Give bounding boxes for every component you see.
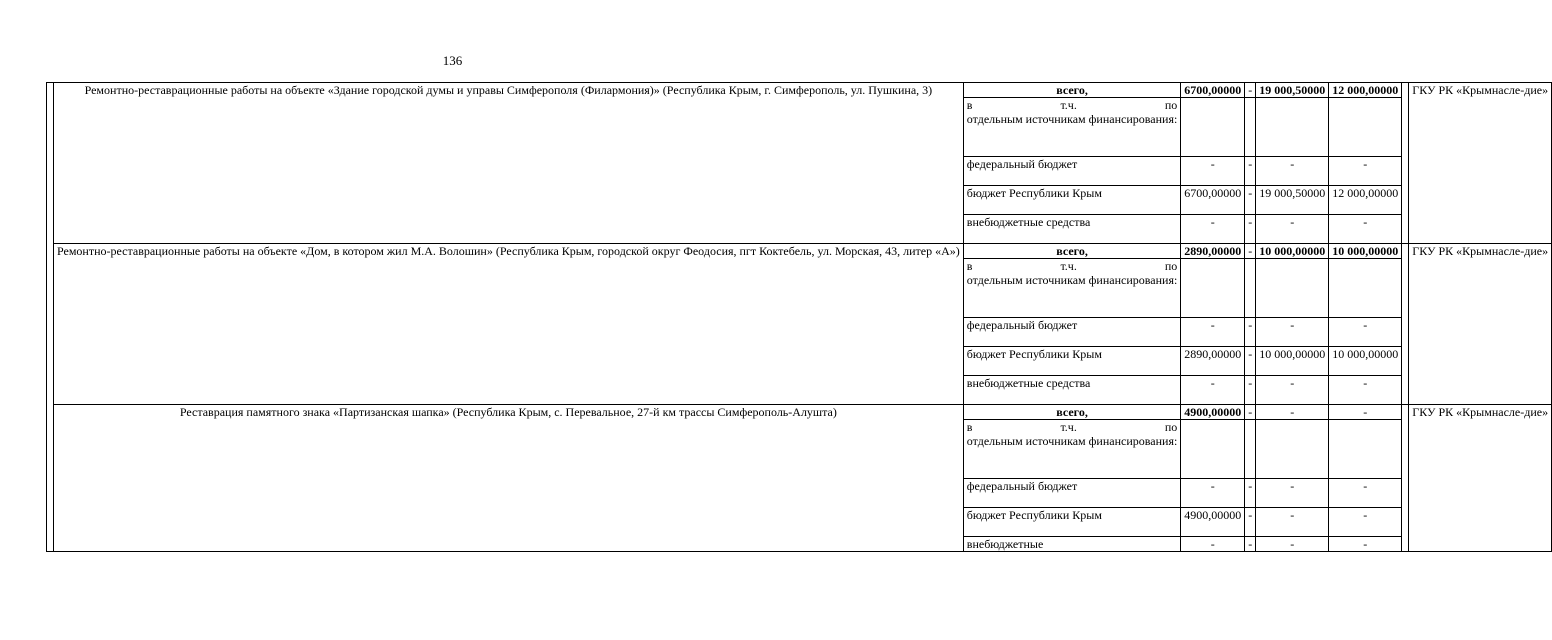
amount-cell: 2890,00000 (1181, 347, 1245, 376)
object-name: Ремонтно-реставрационные работы на объекте «Здание городской думы и управы Симферополя (Филармония)» (Республика Крым, г. Симферополь, ул. Пушкина, 3) (54, 83, 964, 244)
amount-cell: 6700,00000 (1181, 186, 1245, 215)
source-label-federal: федеральный бюджет (963, 157, 1181, 186)
amount-cell: 10 000,00000 (1256, 347, 1329, 376)
breakdown-label-word: в (966, 98, 973, 112)
financing-table (46, 82, 1552, 552)
amount-cell: - (1256, 215, 1329, 244)
page-number: 136 (442, 53, 463, 68)
amount-cell: - (1181, 376, 1245, 405)
amount-cell: 2890,00000 (1181, 244, 1245, 259)
breakdown-label-word: по (1164, 259, 1178, 273)
amount-cell: - (1256, 318, 1329, 347)
table-row (47, 83, 1552, 98)
amount-cell: - (1245, 347, 1256, 376)
amount-cell: 12 000,00000 (1329, 186, 1402, 215)
amount-cell: - (1329, 479, 1402, 508)
responsible-org: ГКУ РК «Крымнасле-дие» (1409, 83, 1552, 244)
breakdown-label-rest: отдельным источникам финансирования: (966, 273, 1178, 287)
breakdown-label-first-line (967, 98, 1178, 112)
empty-cell (1402, 83, 1409, 244)
source-label-total: всего, (963, 83, 1181, 98)
source-label-regional: бюджет Республики Крым (963, 347, 1181, 376)
source-label-federal: федеральный бюджет (963, 318, 1181, 347)
amount-cell: - (1245, 83, 1256, 98)
amount-cell: - (1181, 537, 1245, 552)
blank-column-cell (47, 83, 54, 552)
amount-cell: - (1245, 537, 1256, 552)
amount-cell: - (1329, 157, 1402, 186)
amount-cell: - (1329, 318, 1402, 347)
amount-cell: - (1256, 537, 1329, 552)
empty-amount-cell (1256, 420, 1329, 479)
source-label-breakdown (963, 420, 1181, 479)
empty-amount-cell (1256, 259, 1329, 318)
amount-cell: - (1245, 318, 1256, 347)
amount-cell: 10 000,00000 (1329, 347, 1402, 376)
empty-cell (1402, 244, 1409, 405)
amount-cell: - (1256, 405, 1329, 420)
source-label-breakdown (963, 98, 1181, 157)
object-name: Реставрация памятного знака «Партизанская шапка» (Республика Крым, с. Перевальное, 27-й км трассы Симферополь-Алушта) (54, 405, 964, 552)
empty-amount-cell (1181, 259, 1245, 318)
breakdown-label-word: по (1164, 98, 1178, 112)
amount-cell: - (1329, 376, 1402, 405)
table-row (47, 244, 1552, 259)
amount-cell: - (1329, 508, 1402, 537)
amount-cell: 4900,00000 (1181, 405, 1245, 420)
empty-amount-cell (1245, 420, 1256, 479)
amount-cell: - (1329, 537, 1402, 552)
amount-cell: - (1181, 215, 1245, 244)
amount-cell: - (1245, 376, 1256, 405)
amount-cell: - (1245, 479, 1256, 508)
amount-cell: - (1181, 318, 1245, 347)
breakdown-label-rest: отдельным источникам финансирования: (966, 112, 1178, 126)
amount-cell: - (1245, 157, 1256, 186)
amount-cell: 19 000,50000 (1256, 83, 1329, 98)
amount-cell: - (1329, 405, 1402, 420)
amount-cell: - (1329, 215, 1402, 244)
source-label-extra: внебюджетные средства (963, 376, 1181, 405)
amount-cell: - (1245, 508, 1256, 537)
amount-cell: - (1181, 157, 1245, 186)
table-row (47, 405, 1552, 420)
amount-cell: 19 000,50000 (1256, 186, 1329, 215)
breakdown-label-word: по (1164, 420, 1178, 434)
empty-cell (1402, 405, 1409, 552)
object-name: Ремонтно-реставрационные работы на объекте «Дом, в котором жил М.А. Волошин» (Республика Крым, городской округ Феодосия, пгт Коктебель, ул. Морская, 43, литер «А») (54, 244, 964, 405)
empty-amount-cell (1245, 259, 1256, 318)
breakdown-label-first-line (967, 259, 1178, 273)
breakdown-label-word: т.ч. (1060, 420, 1077, 434)
amount-cell: - (1256, 157, 1329, 186)
source-label-federal: федеральный бюджет (963, 479, 1181, 508)
source-label-breakdown (963, 259, 1181, 318)
amount-cell: 4900,00000 (1181, 508, 1245, 537)
empty-amount-cell (1256, 98, 1329, 157)
empty-amount-cell (1245, 98, 1256, 157)
source-label-total: всего, (963, 244, 1181, 259)
source-label-regional: бюджет Республики Крым (963, 186, 1181, 215)
empty-amount-cell (1329, 420, 1402, 479)
empty-amount-cell (1181, 98, 1245, 157)
empty-amount-cell (1329, 98, 1402, 157)
amount-cell: - (1245, 405, 1256, 420)
amount-cell: - (1245, 215, 1256, 244)
source-label-extra: внебюджетные средства (963, 215, 1181, 244)
breakdown-label-word: в (966, 420, 973, 434)
source-label-extra: внебюджетные (963, 537, 1181, 552)
responsible-org: ГКУ РК «Крымнасле-дие» (1409, 244, 1552, 405)
amount-cell: - (1245, 244, 1256, 259)
amount-cell: - (1256, 508, 1329, 537)
empty-amount-cell (1181, 420, 1245, 479)
amount-cell: 10 000,00000 (1329, 244, 1402, 259)
amount-cell: 6700,00000 (1181, 83, 1245, 98)
breakdown-label-word: в (966, 259, 973, 273)
empty-amount-cell (1329, 259, 1402, 318)
breakdown-label-rest: отдельным источникам финансирования: (966, 434, 1178, 448)
amount-cell: - (1245, 186, 1256, 215)
breakdown-label-word: т.ч. (1060, 259, 1077, 273)
amount-cell: 10 000,00000 (1256, 244, 1329, 259)
amount-cell: - (1256, 479, 1329, 508)
breakdown-label-word: т.ч. (1060, 98, 1077, 112)
source-label-total: всего, (963, 405, 1181, 420)
breakdown-label-first-line (967, 420, 1178, 434)
responsible-org: ГКУ РК «Крымнасле-дие» (1409, 405, 1552, 552)
amount-cell: - (1181, 479, 1245, 508)
amount-cell: 12 000,00000 (1329, 83, 1402, 98)
amount-cell: - (1256, 376, 1329, 405)
source-label-regional: бюджет Республики Крым (963, 508, 1181, 537)
